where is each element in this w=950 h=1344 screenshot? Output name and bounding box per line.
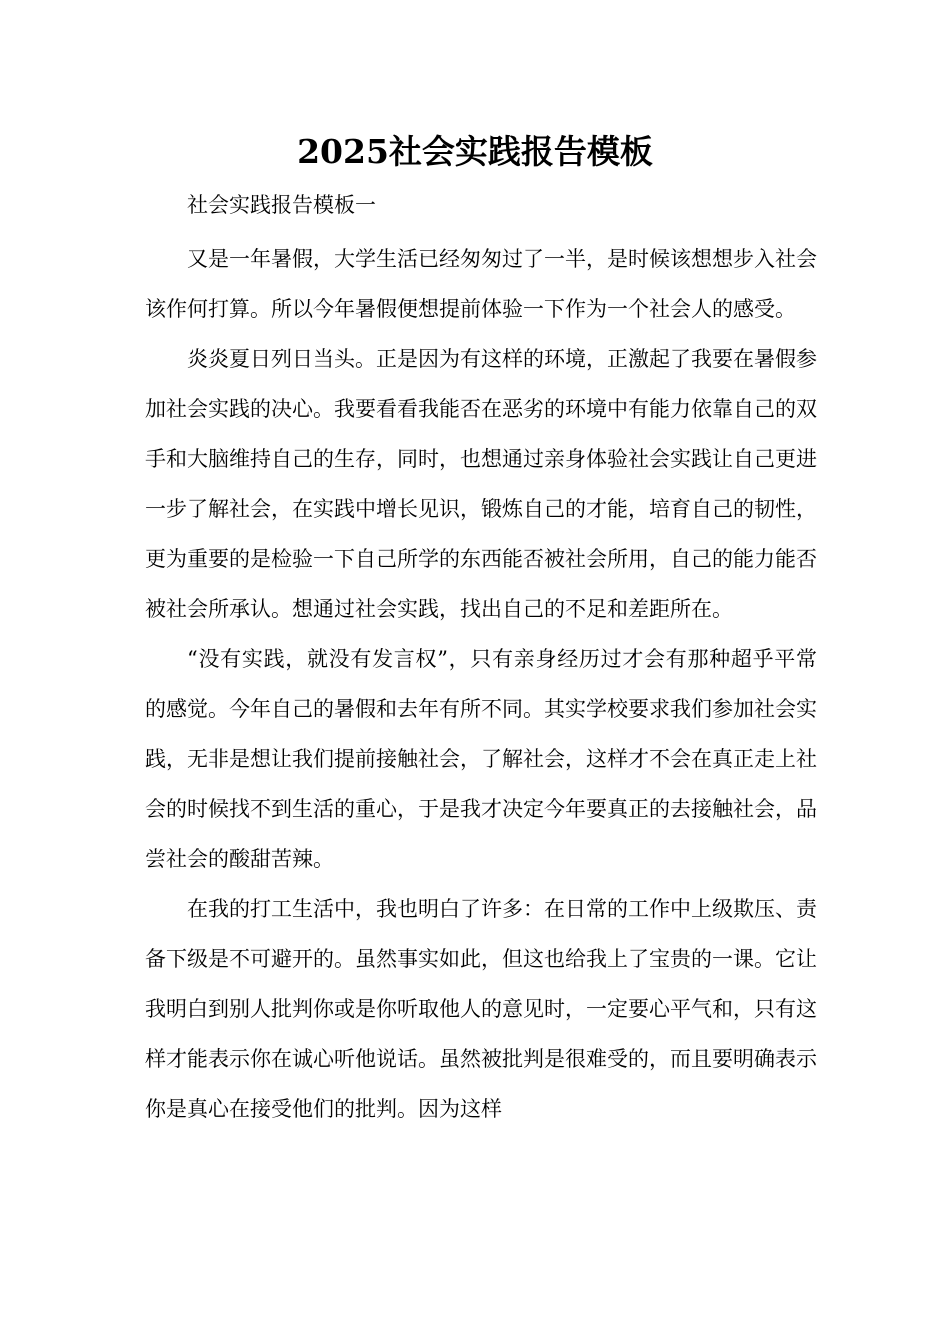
paragraph: 在我的打工生活中，我也明白了许多：在日常的工作中上级欺压、责备下级是不可避开的。虽然事实如此，但这也给我上了宝贵的一课。它让我明白到别人批判你或是你听取他人的意见时，一定要心平气和，只有这样才能表示你在诚心听他说话。虽然被批判是很难受的，而且要明确表示你是真心在接受他们的批判。因为这样: [145, 897, 817, 1121]
paragraph: 又是一年暑假，大学生活已经匆匆过了一半，是时候该想想步入社会该作何打算。所以今年暑假便想提前体验一下作为一个社会人的感受。: [145, 247, 817, 321]
paragraph: 炎炎夏日列日当头。正是因为有这样的环境，正激起了我要在暑假参加社会实践的决心。我要看看我能否在恶劣的环境中有能力依靠自己的双手和大脑维持自己的生存，同时，也想通过亲身体验社会实践让自己更进一步了解社会，在实践中增长见识，锻炼自己的才能，培育自己的韧性，更为重要的是检验一下自己所学的东西能否被社会所用，自己的能力能否被社会所承认。想通过社会实践，找出自己的不足和差距所在。: [145, 347, 817, 621]
paragraph: “没有实践，就没有发言权”，只有亲身经历过才会有那种超乎平常的感觉。今年自己的暑假和去年有所不同。其实学校要求我们参加社会实践，无非是想让我们提前接触社会，了解社会，这样才不会在真正走上社会的时候找不到生活的重心，于是我才决定今年要真正的去接触社会，品尝社会的酸甜苦辣。: [145, 647, 817, 871]
document-title: 2025社会实践报告模板: [297, 132, 653, 171]
document-subtitle: 社会实践报告模板一: [187, 193, 376, 217]
document-body: [145, 180, 817, 1134]
